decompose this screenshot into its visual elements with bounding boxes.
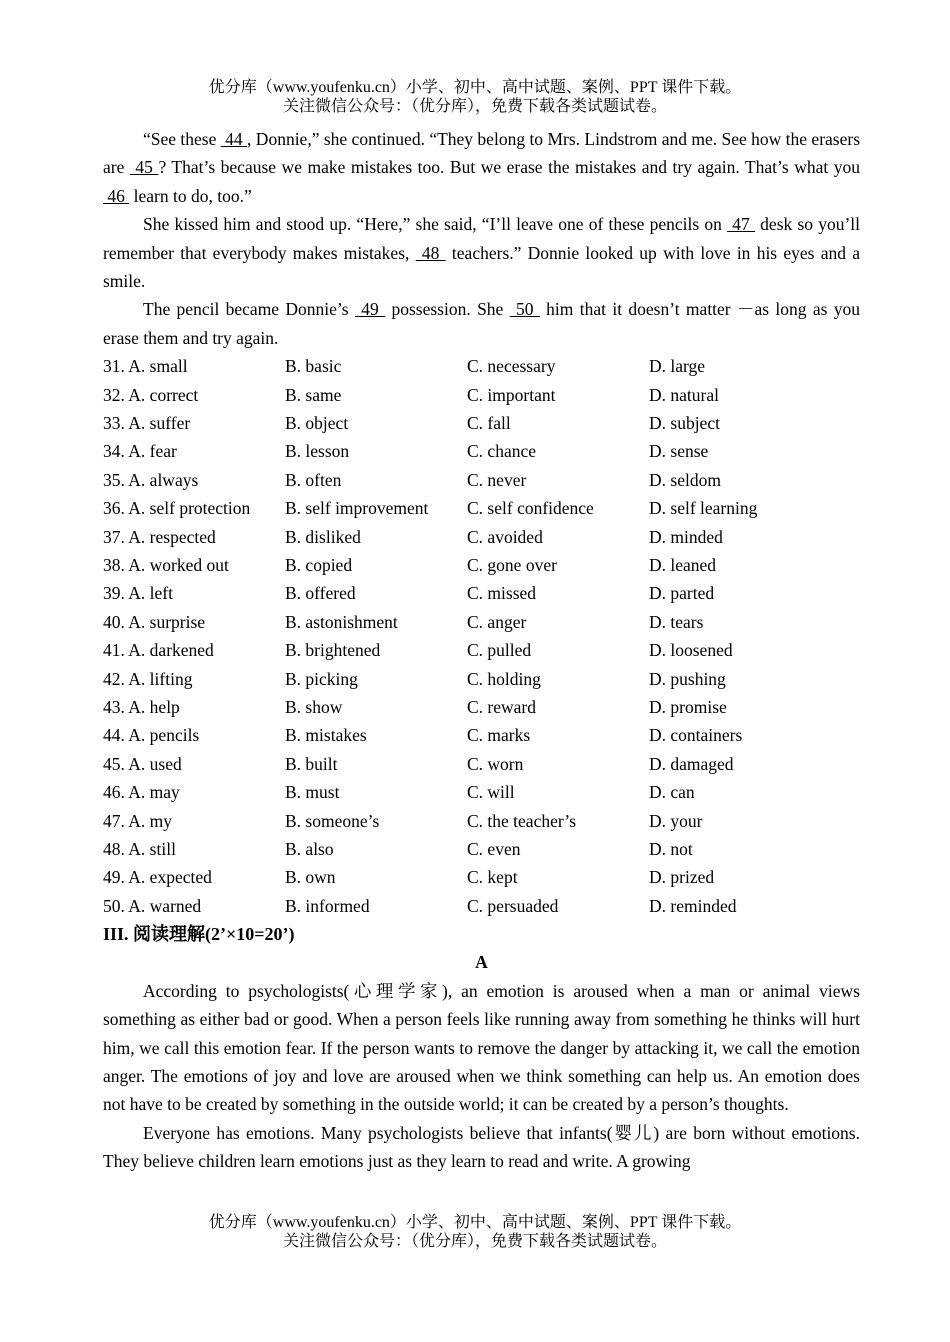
option-a: 31. A. small — [103, 356, 188, 377]
option-a: 35. A. always — [103, 469, 199, 490]
option-d: D. leaned — [649, 554, 717, 575]
option-d: D. prized — [649, 867, 715, 888]
option-a: 39. A. left — [103, 583, 173, 604]
question-row — [103, 892, 860, 920]
question-row — [103, 352, 860, 380]
question-row — [103, 437, 860, 465]
blank-45: 45 — [129, 157, 159, 178]
question-row — [103, 608, 860, 636]
question-row — [103, 721, 860, 749]
option-d: D. sense — [649, 441, 709, 462]
option-a: 32. A. correct — [103, 384, 199, 405]
option-c: C. never — [467, 469, 527, 490]
option-d: D. promise — [649, 696, 727, 717]
reading-paragraph-1: According to psychologists(心理学家), an emotion is aroused when a man or animal views something as either bad or good. When a person feels like running away from something he thinks will hurt him, we call this emotion fear. If the person wants to remove the danger by attacking it, we call the emotion anger. The emotions of joy and love are aroused when we think something can help us. An emotion does not have to be created by something in the outside world; it can be created by a person’s thoughts. — [103, 980, 860, 1115]
option-b: B. own — [285, 867, 336, 888]
option-c: C. kept — [467, 867, 518, 888]
page-content — [103, 125, 860, 1176]
text-segment: ? That’s because we make mistakes too. But we erase the mistakes and try again. That’s what you — [158, 157, 861, 178]
option-a: 33. A. suffer — [103, 413, 191, 434]
option-b: B. often — [285, 469, 342, 490]
blank-50: 50 — [509, 299, 540, 320]
question-row — [103, 665, 860, 693]
option-c: C. will — [467, 782, 515, 803]
question-row — [103, 778, 860, 806]
option-c: C. anger — [467, 611, 527, 632]
question-row — [103, 551, 860, 579]
option-d: D. parted — [649, 583, 715, 604]
text-segment: teachers.” Donnie looked up with love in his eyes and a smile. — [103, 242, 861, 292]
passage-paragraph-1 — [103, 125, 860, 210]
option-c: C. holding — [467, 668, 541, 689]
option-a: 47. A. my — [103, 810, 173, 831]
option-b: B. must — [285, 782, 340, 803]
option-c: C. fall — [467, 413, 511, 434]
option-b: B. copied — [285, 554, 353, 575]
question-row — [103, 466, 860, 494]
option-b: B. basic — [285, 356, 342, 377]
option-a: 34. A. fear — [103, 441, 177, 462]
blank-46: 46 — [103, 185, 130, 206]
option-a: 36. A. self protection — [103, 498, 251, 519]
question-row — [103, 494, 860, 522]
text-segment: She kissed him and stood up. “Here,” she said, “I’ll leave one of these pencils on — [143, 214, 728, 235]
option-c: C. self confidence — [467, 498, 594, 519]
option-b: B. lesson — [285, 441, 350, 462]
option-d: D. not — [649, 838, 693, 859]
option-a: 49. A. expected — [103, 867, 212, 888]
option-d: D. containers — [649, 725, 743, 746]
option-b: B. informed — [285, 895, 370, 916]
option-a: 42. A. lifting — [103, 668, 193, 689]
text-segment: , Donnie,” she continued. “They belong to Mrs. Lindstrom and me. See how the erasers are — [103, 129, 861, 178]
option-b: B. picking — [285, 668, 358, 689]
option-b: B. offered — [285, 583, 356, 604]
question-row — [103, 835, 860, 863]
question-row — [103, 807, 860, 835]
passage-paragraph-2 — [103, 210, 860, 295]
text-segment: “See these — [143, 129, 221, 149]
question-row — [103, 693, 860, 721]
option-b: B. built — [285, 753, 338, 774]
option-a: 38. A. worked out — [103, 554, 229, 575]
option-c: C. avoided — [467, 526, 543, 547]
passage-label: A — [475, 952, 488, 973]
option-b: B. someone’s — [285, 810, 380, 831]
option-c: C. important — [467, 384, 556, 405]
option-c: C. necessary — [467, 356, 556, 377]
option-b: B. same — [285, 384, 342, 405]
header-line-2: 关注微信公众号：（优分库），免费下载各类试题试卷。 — [282, 98, 667, 115]
option-c: C. even — [467, 838, 521, 859]
question-row — [103, 863, 860, 891]
option-d: D. tears — [649, 611, 704, 632]
footer-line-1: 优分库（www.youfenku.cn）小学、初中、高中试题、案例、PPT 课件下载。 — [208, 1214, 742, 1231]
option-b: B. mistakes — [285, 725, 367, 746]
option-d: D. reminded — [649, 895, 737, 916]
option-c: C. pulled — [467, 640, 532, 661]
option-d: D. natural — [649, 384, 719, 405]
header-line-1: 优分库（www.youfenku.cn）小学、初中、高中试题、案例、PPT 课件下载。 — [208, 79, 742, 96]
question-row — [103, 409, 860, 437]
option-b: B. also — [285, 838, 334, 859]
option-c: C. worn — [467, 753, 524, 774]
page-header — [0, 78, 950, 116]
option-a: 40. A. surprise — [103, 611, 206, 632]
passage-paragraph-3 — [103, 295, 860, 352]
option-a: 45. A. used — [103, 753, 182, 774]
text-segment: possession. She — [385, 299, 510, 320]
option-d: D. minded — [649, 526, 723, 547]
question-row — [103, 523, 860, 551]
question-row — [103, 579, 860, 607]
option-a: 46. A. may — [103, 782, 180, 803]
option-a: 44. A. pencils — [103, 725, 200, 746]
option-b: B. astonishment — [285, 611, 398, 632]
blank-47: 47 — [727, 214, 755, 235]
option-b: B. object — [285, 413, 349, 434]
option-b: B. disliked — [285, 526, 361, 547]
option-c: C. gone over — [467, 554, 557, 575]
option-a: 50. A. warned — [103, 895, 202, 916]
text-segment: desk so you’ll remember that everybody makes mistakes, — [103, 214, 860, 263]
option-c: C. chance — [467, 441, 536, 462]
option-d: D. pushing — [649, 668, 726, 689]
answer-options — [103, 352, 860, 920]
option-d: D. can — [649, 782, 695, 803]
text-segment: The pencil became Donnie’s — [143, 299, 355, 320]
option-b: B. self improvement — [285, 498, 429, 519]
option-c: C. missed — [467, 583, 537, 604]
footer-line-2: 关注微信公众号：（优分库），免费下载各类试题试卷。 — [282, 1233, 667, 1250]
reading-paragraph-2: Everyone has emotions. Many psychologists believe that infants(婴儿) are born without emotions. They believe children learn emotions just as they learn to read and write. A growing — [103, 1122, 860, 1172]
blank-44: 44 — [220, 129, 248, 149]
option-a: 41. A. darkened — [103, 640, 214, 661]
option-d: D. your — [649, 810, 703, 831]
blank-49: 49 — [354, 299, 386, 320]
section-title: III. 阅读理解(2’×10=20’) — [103, 924, 295, 945]
option-d: D. loosened — [649, 640, 733, 661]
question-row — [103, 636, 860, 664]
option-d: D. seldom — [649, 469, 721, 490]
option-d: D. subject — [649, 413, 720, 434]
question-row — [103, 750, 860, 778]
option-b: B. brightened — [285, 640, 381, 661]
option-c: C. persuaded — [467, 895, 559, 916]
question-row — [103, 381, 860, 409]
blank-48: 48 — [415, 242, 446, 263]
option-d: D. damaged — [649, 753, 734, 774]
option-a: 43. A. help — [103, 696, 180, 717]
option-a: 37. A. respected — [103, 526, 216, 547]
option-b: B. show — [285, 696, 343, 717]
option-c: C. reward — [467, 696, 537, 717]
option-c: C. marks — [467, 725, 531, 746]
option-a: 48. A. still — [103, 838, 176, 859]
page-footer — [0, 1213, 950, 1251]
option-d: D. self learning — [649, 498, 758, 519]
option-d: D. large — [649, 356, 706, 377]
text-segment: learn to do, too.” — [129, 185, 252, 206]
text-segment: him that it doesn’t matter －as long as you erase them and try again. — [103, 299, 861, 348]
option-c: C. the teacher’s — [467, 810, 577, 831]
